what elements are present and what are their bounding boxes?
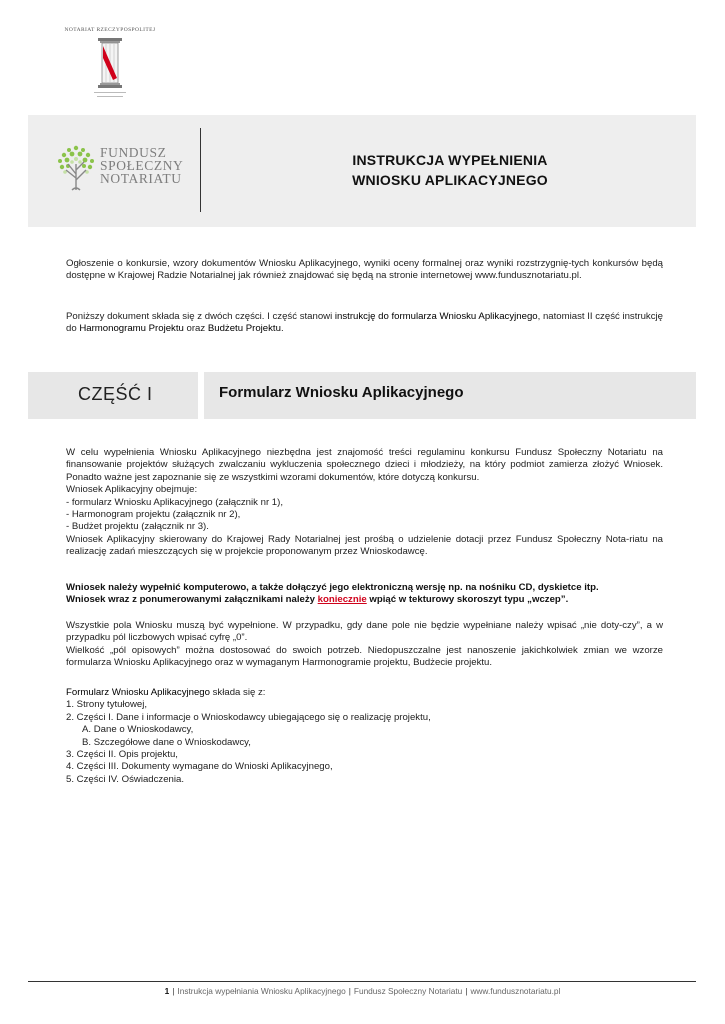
list-intro bbox=[66, 687, 663, 699]
section-title: Formularz Wniosku Aplikacyjnego bbox=[219, 384, 464, 401]
list-item: 3. Części II. Opis projektu, bbox=[66, 749, 178, 761]
logo-line-3: NOTARIATU bbox=[100, 171, 182, 186]
bold-line-2 bbox=[66, 594, 663, 606]
intro-paragraph-1: Ogłoszenie o konkursie, wzory dokumentów Wniosku Aplikacyjnego, wyniki oceny formalnej oraz wyniki rozstrzygnię-tych konkursów będą dostępne w Krajowej Radzie Notarialnej jak również znajdować się będą na stronie internetowej www.fundusznotariatu.pl. bbox=[66, 258, 663, 282]
section-number: CZĘŚĆ I bbox=[78, 384, 153, 404]
logo-line-1: FUNDUSZ bbox=[100, 145, 167, 160]
list-subitem: A. Dane o Wnioskodawcy, bbox=[82, 724, 194, 736]
attachment-item-3: - Budżet projektu (załącznik nr 3). bbox=[66, 521, 209, 533]
page-footer: 1 | Instrukcja wypełniania Wniosku Aplikacyjnego | Fundusz Społeczny Notariatu | www.fundusznotariatu.pl bbox=[164, 986, 561, 996]
attachment-item-2: - Harmonogram projektu (załącznik nr 2), bbox=[66, 509, 241, 521]
intro-p2-text-a: Poniższy dokument składa się z dwóch części. I część stanowi bbox=[66, 311, 335, 322]
body-p1-list-intro: Wniosek Aplikacyjny obejmuje: bbox=[66, 484, 198, 496]
emphasis-red-word: koniecznie bbox=[317, 594, 367, 606]
intro-paragraph-2 bbox=[66, 311, 663, 336]
body-p1-end: Wniosek Aplikacyjny skierowany do Krajowej Rady Notarialnej jest prośbą o udzielenie dotacji przez Fundusz Społeczny Nota-riatu na realizację zadań mieszczących się w projekcie proponowanym przez Wnioskodawcę. bbox=[66, 533, 663, 558]
intro-p2-text-c: , natomiast II część instrukcję do bbox=[66, 311, 663, 335]
list-subitem: B. Szczegółowe dane o Wnioskodawcy, bbox=[82, 736, 251, 748]
title-line-2: WNIOSKU APLIKACYJNEGO bbox=[352, 172, 548, 188]
bold-line-2-b: wpiąć w tekturowy skoroszyt typu „wczep”. bbox=[366, 594, 569, 606]
body-bold-paragraph bbox=[66, 582, 663, 607]
footer-rule bbox=[28, 981, 696, 982]
list-item: 1. Strony tytułowej, bbox=[66, 699, 148, 711]
list-item: 4. Części III. Dokumenty wymagane do Wnioski Aplikacyjnego, bbox=[66, 761, 333, 773]
bold-line-2-a: Wniosek wraz z ponumerowanymi załącznikami należy bbox=[66, 594, 318, 606]
page-number: 1 bbox=[164, 986, 170, 996]
emblem-label: NOTARIAT RZECZYPOSPOLITEJ bbox=[64, 27, 156, 33]
body-p1-text: W celu wypełnienia Wniosku Aplikacyjnego niezbędna jest znajomość treści regulaminu konkursu Fundusz Społeczny Notariatu na finansowanie projektów służących zwalczaniu wykluczenia społecznego dzieci i młodzieży, na który podmiot zamierza złożyć Wniosek. Ponadto ważne jest zapoznanie się ze wszystkimi wzorami dokumentów, które dotyczą konkursu. bbox=[66, 447, 663, 483]
footer-url: www.fundusznotariatu.pl bbox=[470, 986, 561, 996]
intro-p2-highlight-1: instrukcję do formularza Wniosku Aplikacyjnego bbox=[334, 311, 538, 322]
tree-logo-icon bbox=[52, 140, 100, 192]
logo-text bbox=[100, 146, 183, 185]
list-item: 2. Części I. Dane i informacje o Wnioskodawcy ubiegającego się o realizację projektu, bbox=[66, 711, 431, 723]
footer-text-1: Instrukcja wypełniania Wniosku Aplikacyjnego bbox=[177, 986, 346, 996]
body-p3b-text: Wielkość „pól opisowych” można dostosować do swoich potrzeb. Niedopuszczalne jest nanoszenie jakichkolwiek zmian we wzorze formularza Wniosku Aplikacyjnego oraz w wymaganym Harmonogramie projektu, Budżecie projektu. bbox=[66, 644, 663, 669]
list-item: 5. Części IV. Oświadczenia. bbox=[66, 773, 185, 785]
bold-line-1: Wniosek należy wypełnić komputerowo, a także dołączyć jego elektroniczną wersję np. na nośniku CD, dyskietce itp. bbox=[66, 582, 599, 593]
body-p3-text: Wszystkie pola Wniosku muszą być wypełnione. W przypadku, gdy dane pole nie będzie wypełniane należy wpisać „nie doty-czy”, a w przypadku pól liczbowych wpisać cyfrę „0”. bbox=[66, 620, 663, 644]
intro-p2-highlight-3: Budżetu Projektu bbox=[207, 323, 281, 335]
intro-p2-text-e: oraz bbox=[183, 323, 208, 335]
document-title bbox=[300, 150, 600, 190]
title-line-1: INSTRUKCJA WYPEŁNIENIA bbox=[352, 152, 548, 168]
footer-text-2: Fundusz Społeczny Notariatu bbox=[353, 986, 463, 996]
header-divider bbox=[200, 128, 201, 212]
notary-column-emblem-icon bbox=[88, 36, 132, 102]
body-paragraph-1 bbox=[66, 447, 663, 559]
form-structure-list bbox=[66, 687, 663, 786]
intro-p2-highlight-2: Harmonogramu Projektu bbox=[79, 323, 184, 335]
body-paragraph-3 bbox=[66, 620, 663, 670]
logo-line-2: SPOŁECZNY bbox=[100, 158, 184, 173]
intro-p2-text-g: . bbox=[280, 323, 284, 335]
list-intro-text: składa się z: bbox=[209, 687, 266, 698]
list-intro-highlight: Formularz Wniosku Aplikacyjnego bbox=[66, 687, 210, 698]
attachment-item-1: - formularz Wniosku Aplikacyjnego (załącznik nr 1), bbox=[66, 496, 284, 508]
